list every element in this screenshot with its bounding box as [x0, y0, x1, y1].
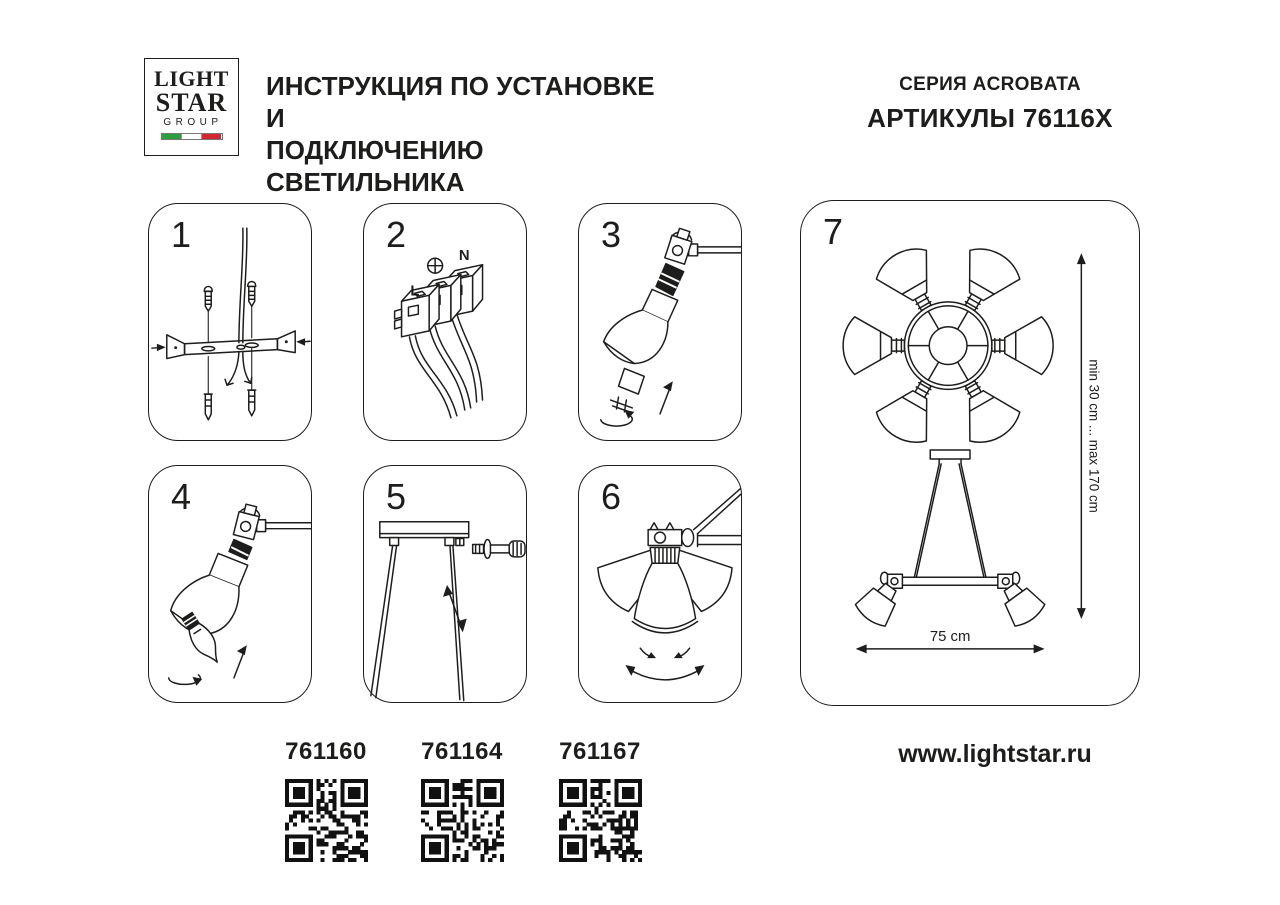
overview-panel [800, 200, 1140, 706]
qr-code [421, 779, 504, 862]
qr-code [559, 779, 642, 862]
horizontal-dimension-label: 75 cm [929, 628, 971, 645]
step-number: 5 [386, 476, 407, 517]
step-number: 4 [171, 476, 192, 517]
italian-flag-stripe [161, 133, 223, 140]
article-761167 [552, 738, 648, 862]
article-761164 [414, 738, 510, 862]
logo-text-light: LIGHT [154, 66, 229, 91]
step-panel-6 [578, 465, 742, 703]
article-code: 761160 [285, 738, 367, 765]
series-info [810, 74, 1170, 134]
terminal-label-n: N [458, 247, 470, 264]
article-code: 761164 [421, 738, 503, 765]
vertical-dimension-label: min 30 cm ... max 170 cm [1086, 359, 1102, 513]
terminal-label-l: L [410, 283, 420, 300]
step-number: 1 [171, 214, 192, 255]
series-name: СЕРИЯ ACROBATA [899, 74, 1081, 95]
website-url: www.lightstar.ru [898, 740, 1092, 768]
page-title [266, 70, 676, 198]
step-panel-1 [148, 203, 312, 441]
flag-red [202, 134, 221, 139]
article-761160 [278, 738, 374, 862]
title-line-2: ПОДКЛЮЧЕНИЮ СВЕТИЛЬНИКА [266, 135, 484, 197]
articles-code: АРТИКУЛЫ 76116X [867, 103, 1113, 133]
flag-white [181, 134, 202, 139]
logo-text-group: GROUP [163, 117, 223, 128]
flag-green [162, 134, 181, 139]
lightstar-logo [144, 58, 239, 156]
article-code: 761167 [559, 738, 641, 765]
step-number: 7 [823, 211, 844, 252]
logo-text-star: STAR [155, 88, 228, 117]
step-number: 6 [601, 476, 622, 517]
step-panel-3 [578, 203, 742, 441]
step-panel-5 [363, 465, 527, 703]
step-panel-2 [363, 203, 527, 441]
chandelier-overview-illustration [801, 201, 1139, 705]
title-line-1: ИНСТРУКЦИЯ ПО УСТАНОВКЕ И [266, 71, 655, 133]
qr-code [285, 779, 368, 862]
step-panel-4 [148, 465, 312, 703]
step-number: 3 [601, 214, 622, 255]
step-number: 2 [386, 214, 407, 255]
